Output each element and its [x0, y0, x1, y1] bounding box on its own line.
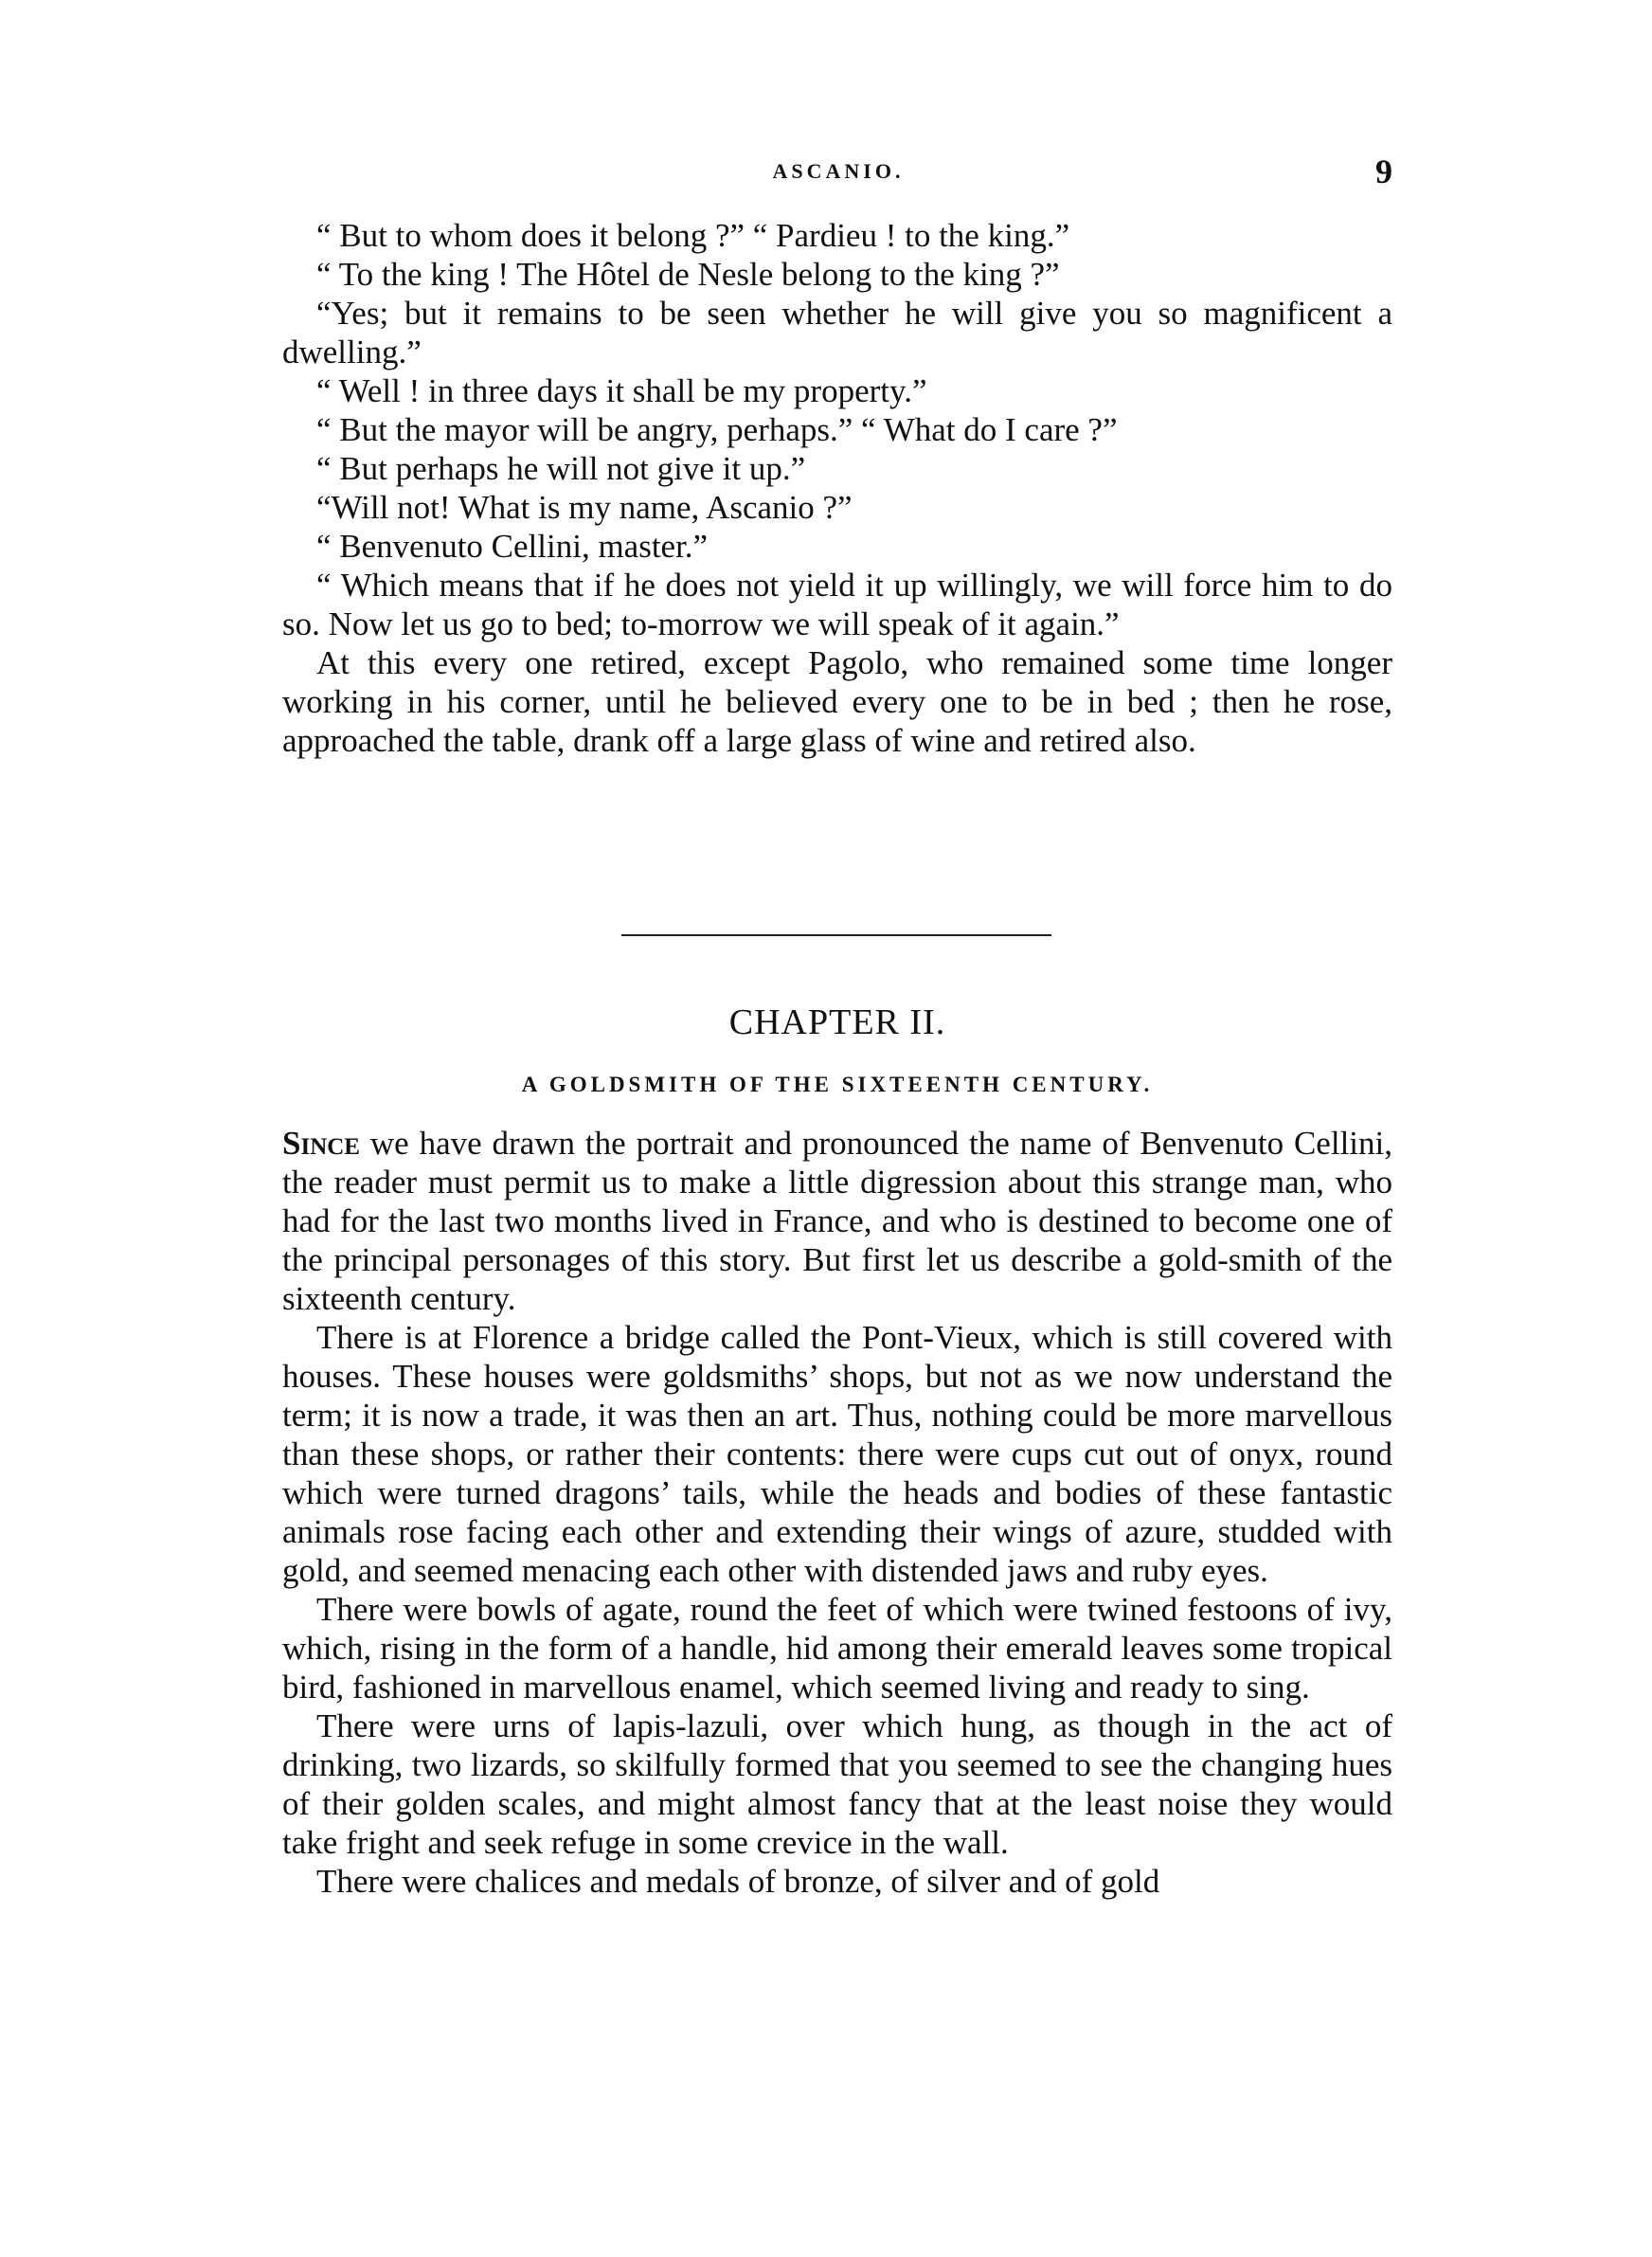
body-paragraph: There is at Florence a bridge called the Pont-Vieux, which is still covered with houses. These houses were goldsmiths’ shops, but not as we now understand the term; it is now a trade, it was then an art. Thus, nothing could be more marvellous than these shops, or rather their contents: there were cups cut out of onyx, round which were turned dragons’ tails, while the heads and bodies of these fantastic animals rose facing each other and extending their wings of azure, studded with gold, and seemed menacing each other with distended jaws and ruby eyes.: [282, 1319, 1392, 1589]
page-number: 9: [1375, 153, 1392, 190]
dialogue-line: “Will not! What is my name, Ascanio ?”: [316, 489, 853, 526]
dialogue-line: “ Benvenuto Cellini, master.”: [316, 528, 709, 565]
opening-paragraph: [282, 1124, 1392, 1318]
chapter-body: [282, 1124, 1392, 1901]
chapter-subtitle: A GOLDSMITH OF THE SIXTEENTH CENTURY.: [521, 1073, 1154, 1096]
lead-word: Since: [282, 1125, 360, 1162]
running-title: ASCANIO.: [772, 159, 905, 183]
dialogue-line: “ Well ! in three days it shall be my property.”: [316, 372, 927, 409]
closing-paragraph: At this every one retired, except Pagolo, who remained some time longer working in his corner, until he believed every one to be in bed ; then he rose, approached the table, drank off a large glass of wine and retired also.: [282, 644, 1392, 759]
body-paragraph: There were bowls of agate, round the feet of which were twined festoons of ivy, which, rising in the form of a handle, hid among their emerald leaves some tropical bird, fashioned in marvellous enamel, which seemed living and ready to sing.: [282, 1591, 1392, 1706]
chapter-title: CHAPTER II.: [728, 1002, 946, 1042]
body-paragraph: There were urns of lapis-lazuli, over which hung, as though in the act of drinking, two lizards, so skilfully formed that you seemed to see the changing hues of their golden scales, and might almost fancy that at the least noise they would take fright and seek refuge in some crevice in the wall.: [282, 1707, 1392, 1861]
opening-paragraph-text: we have drawn the portrait and pronounced the name of Benvenuto Cellini, the reader must permit us to make a little digression about this strange man, who had for the last two months lived in France, and who is destined to become one of the principal personages of this story. But first let us describe a gold-smith of the sixteenth century.: [282, 1125, 1392, 1317]
section-divider-rule: [621, 934, 1051, 936]
dialogue-line: “Yes; but it remains to be seen whether he will give you so magnificent a dwelling.”: [282, 295, 1392, 370]
running-head: [284, 152, 1392, 190]
dialogue-line: “ To the king ! The Hôtel de Nesle belong to the king ?”: [316, 256, 1060, 293]
dialogue-line: “ But to whom does it belong ?” “ Pardieu ! to the king.”: [316, 217, 1070, 254]
dialogue-line: “ Which means that if he does not yield it up willingly, we will force him to do so. Now let us go to bed; to-morrow we will speak of it again.”: [282, 567, 1392, 642]
body-paragraph: There were chalices and medals of bronze, of silver and of gold: [316, 1863, 1160, 1900]
dialogue-section: [282, 216, 1392, 760]
dialogue-line: “ But the mayor will be angry, perhaps.” “ What do I care ?”: [316, 411, 1118, 448]
dialogue-line: “ But perhaps he will not give it up.”: [316, 450, 806, 487]
